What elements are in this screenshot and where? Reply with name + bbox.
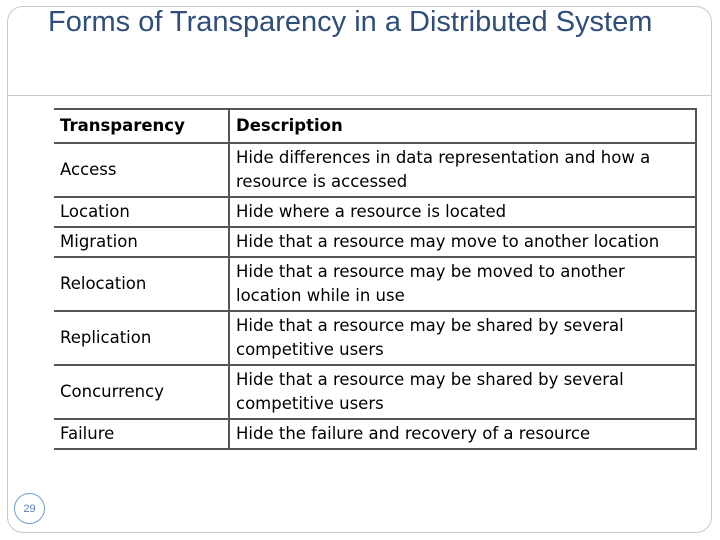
page-number-badge: 29 [14, 493, 45, 524]
table-row [54, 365, 696, 419]
transparency-description: Hide that a resource may move to another location [229, 227, 696, 257]
transparency-name: Failure [54, 419, 229, 449]
table-row [54, 311, 696, 365]
transparency-name: Relocation [54, 257, 229, 311]
transparency-name: Location [54, 197, 229, 227]
table-row [54, 197, 696, 227]
table-row [54, 143, 696, 197]
transparency-table [54, 108, 697, 450]
transparency-description: Hide that a resource may be moved to another location while in use [229, 257, 696, 311]
table-row [54, 257, 696, 311]
transparency-description: Hide that a resource may be shared by several competitive users [229, 311, 696, 365]
transparency-description: Hide that a resource may be shared by several competitive users [229, 365, 696, 419]
title-divider [7, 95, 712, 96]
table-header-row [54, 109, 696, 143]
transparency-name: Migration [54, 227, 229, 257]
transparency-name: Replication [54, 311, 229, 365]
transparency-description: Hide differences in data representation and how a resource is accessed [229, 143, 696, 197]
slide-title: Forms of Transparency in a Distributed System [48, 6, 653, 38]
table-row [54, 227, 696, 257]
header-description: Description [229, 109, 696, 143]
transparency-name: Access [54, 143, 229, 197]
transparency-description: Hide the failure and recovery of a resource [229, 419, 696, 449]
transparency-description: Hide where a resource is located [229, 197, 696, 227]
transparency-name: Concurrency [54, 365, 229, 419]
table-row [54, 419, 696, 449]
header-transparency: Transparency [54, 109, 229, 143]
